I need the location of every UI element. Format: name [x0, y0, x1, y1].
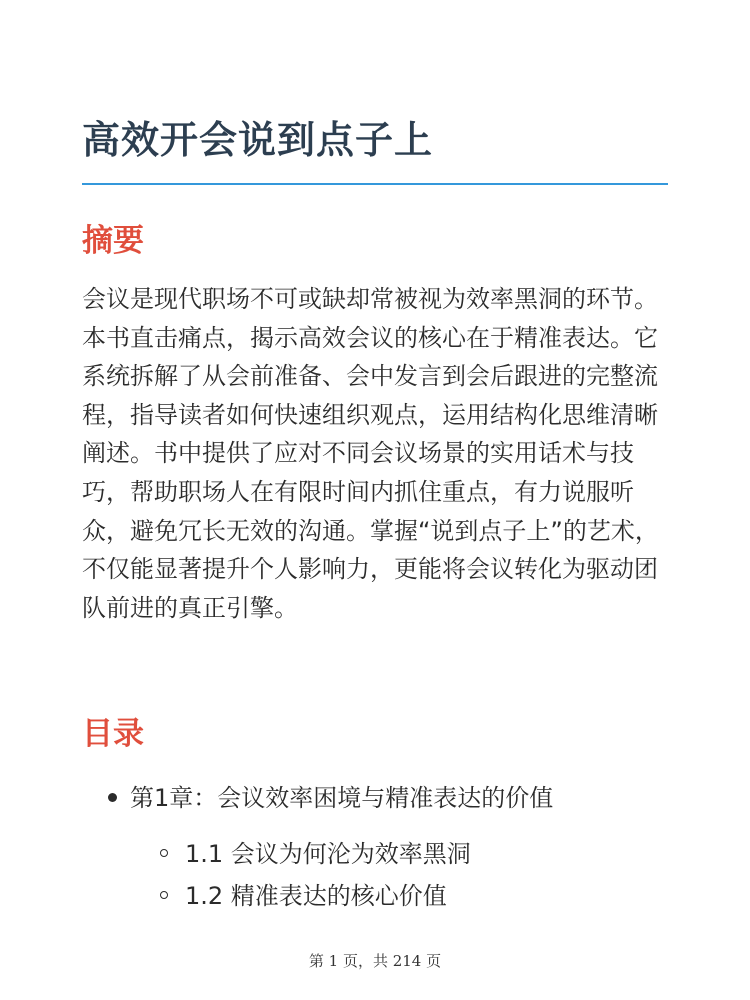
toc-heading: 目录: [82, 716, 144, 752]
toc-section-label: 1.2 精准表达的核心价值: [185, 882, 447, 910]
title-divider: [82, 183, 668, 185]
toc-section-item: [160, 834, 471, 874]
toc-section-label: 1.1 会议为何沦为效率黑洞: [185, 840, 471, 868]
bullet-circle-icon: [160, 891, 168, 899]
page-number-footer: 第 1 页，共 214 页: [308, 952, 442, 970]
bullet-dot-icon: [108, 793, 117, 802]
toc-section-item: [160, 876, 447, 916]
document-title: 高效开会说到点子上: [82, 118, 434, 162]
toc-chapter-item: [108, 778, 553, 818]
summary-heading: 摘要: [82, 223, 144, 259]
summary-paragraph: 会议是现代职场不可或缺却常被视为效率黑洞的环节。本书直击痛点，揭示高效会议的核心在于精准表达。它系统拆解了从会前准备、会中发言到会后跟进的完整流程，指导读者如何快速组织观点，运用结构化思维清晰阐述。书中提供了应对不同会议场景的实用话术与技巧，帮助职场人在有限时间内抓住重点，有力说服听众，避免冗长无效的沟通。掌握“说到点子上”的艺术，不仅能显著提升个人影响力，更能将会议转化为驱动团队前进的真正引擎。: [82, 285, 659, 622]
toc-chapter-label: 第1章：会议效率困境与精准表达的价值: [130, 784, 554, 812]
bullet-circle-icon: [160, 849, 168, 857]
